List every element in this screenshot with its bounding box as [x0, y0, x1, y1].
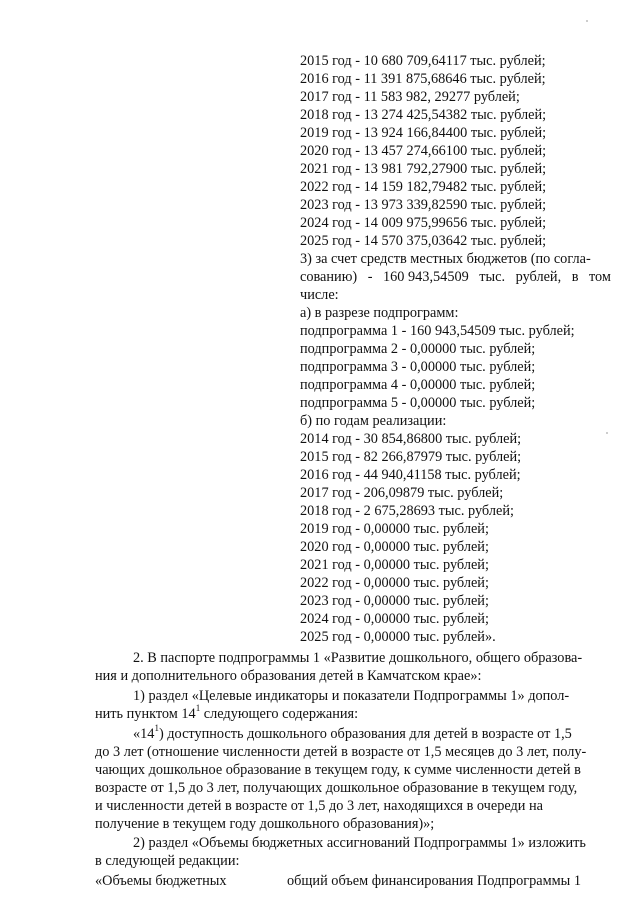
list-item: 2016 год - 11 391 875,68646 тыс. рублей; — [300, 71, 546, 87]
list-item: 2022 год - 0,00000 тыс. рублей; — [300, 575, 489, 591]
list-item: 2022 год - 14 159 182,79482 тыс. рублей; — [300, 179, 547, 195]
list-item: 2014 год - 30 854,86800 тыс. рублей; — [300, 431, 522, 447]
scan-speck — [606, 432, 608, 434]
paragraph-line: до 3 лет (отношение численности детей в возрасте от 1,5 месяцев до 3 лет, полу- — [95, 744, 587, 760]
word: том — [588, 269, 611, 285]
list-item: 2021 год - 0,00000 тыс. рублей; — [300, 557, 489, 573]
superscript: 1 — [154, 723, 159, 734]
paragraph-line: чающих дошкольное образование в текущем году, к сумме численности детей в — [95, 762, 581, 778]
local-budget-line-3: числе: — [300, 287, 339, 303]
word: рублей, — [515, 269, 562, 285]
list-item: 2023 год - 0,00000 тыс. рублей; — [300, 593, 489, 609]
scan-speck — [586, 20, 588, 22]
paragraph-line: 2) раздел «Объемы бюджетных ассигнований Подпрограммы 1» изложить — [133, 835, 586, 851]
text-fragment: «14 — [133, 726, 155, 742]
list-item: 2020 год - 13 457 274,66100 тыс. рублей; — [300, 143, 547, 159]
list-item: 2023 год - 13 973 339,82590 тыс. рублей; — [300, 197, 547, 213]
list-item: 2020 год - 0,00000 тыс. рублей; — [300, 539, 489, 555]
list-item: 2015 год - 10 680 709,64117 тыс. рублей; — [300, 53, 546, 69]
list-item: 2017 год - 206,09879 тыс. рублей; — [300, 485, 504, 501]
list-item: 2025 год - 0,00000 тыс. рублей». — [300, 629, 496, 645]
list-item: подпрограмма 1 - 160 943,54509 тыс. рублей; — [300, 323, 575, 339]
list-item: 2025 год - 14 570 375,03642 тыс. рублей; — [300, 233, 547, 249]
list-item: 2024 год - 14 009 975,99656 тыс. рублей; — [300, 215, 547, 231]
text-fragment: следующего содержания: — [200, 706, 359, 722]
list-item: 2019 год - 0,00000 тыс. рублей; — [300, 521, 489, 537]
list-item: подпрограмма 3 - 0,00000 тыс. рублей; — [300, 359, 536, 375]
list-item: 2024 год - 0,00000 тыс. рублей; — [300, 611, 489, 627]
word: - — [367, 269, 373, 285]
local-budget-line-2 — [300, 269, 611, 286]
table-cell-right: общий объем финансирования Подпрограммы 1 — [287, 873, 582, 889]
word: тыс. — [479, 269, 506, 285]
list-item: подпрограмма 5 - 0,00000 тыс. рублей; — [300, 395, 536, 411]
table-cell-left: «Объемы бюджетных — [95, 873, 227, 889]
list-item: 2018 год - 2 675,28693 тыс. рублей; — [300, 503, 514, 519]
paragraph-line: в следующей редакции: — [95, 853, 240, 869]
text-fragment: ) доступность дошкольного образования для детей в возрасте от 1,5 — [158, 726, 572, 742]
list-item: 2021 год - 13 981 792,27900 тыс. рублей; — [300, 161, 547, 177]
paragraph-line: возрасте от 1,5 до 3 лет, получающих дошкольное образование в текущем году, — [95, 780, 578, 796]
word: сованию) — [300, 269, 358, 285]
list-item: 2016 год - 44 940,41158 тыс. рублей; — [300, 467, 521, 483]
list-item: 2017 год - 11 583 982, 29277 рублей; — [300, 89, 520, 105]
local-budget-line-1: 3) за счет средств местных бюджетов (по согла- — [300, 251, 591, 267]
paragraph-line: получение в текущем году дошкольного образования)»; — [95, 816, 435, 832]
list-item: 2019 год - 13 924 166,84400 тыс. рублей; — [300, 125, 547, 141]
paragraph-line — [95, 703, 359, 723]
list-item: 2018 год - 13 274 425,54382 тыс. рублей; — [300, 107, 547, 123]
paragraph-line: ния и дополнительного образования детей в Камчатском крае»: — [95, 668, 482, 684]
word: в — [571, 269, 579, 285]
years-heading: б) по годам реализации: — [300, 413, 447, 429]
paragraph-line: 2. В паспорте подпрограммы 1 «Развитие дошкольного, общего образова- — [133, 650, 583, 666]
text-fragment: нить пунктом 14 — [95, 706, 196, 722]
subprograms-heading: а) в разрезе подпрограмм: — [300, 305, 459, 321]
list-item: 2015 год - 82 266,87979 тыс. рублей; — [300, 449, 522, 465]
paragraph-line: и численности детей в возрасте от 1,5 до 3 лет, находящихся в очереди на — [95, 798, 544, 814]
paragraph-line — [133, 723, 572, 743]
superscript: 1 — [195, 703, 201, 714]
list-item: подпрограмма 2 - 0,00000 тыс. рублей; — [300, 341, 536, 357]
list-item: подпрограмма 4 - 0,00000 тыс. рублей; — [300, 377, 536, 393]
paragraph-line: 1) раздел «Целевые индикаторы и показатели Подпрограммы 1» допол- — [133, 688, 570, 704]
word: 160 943,54509 — [382, 269, 469, 285]
